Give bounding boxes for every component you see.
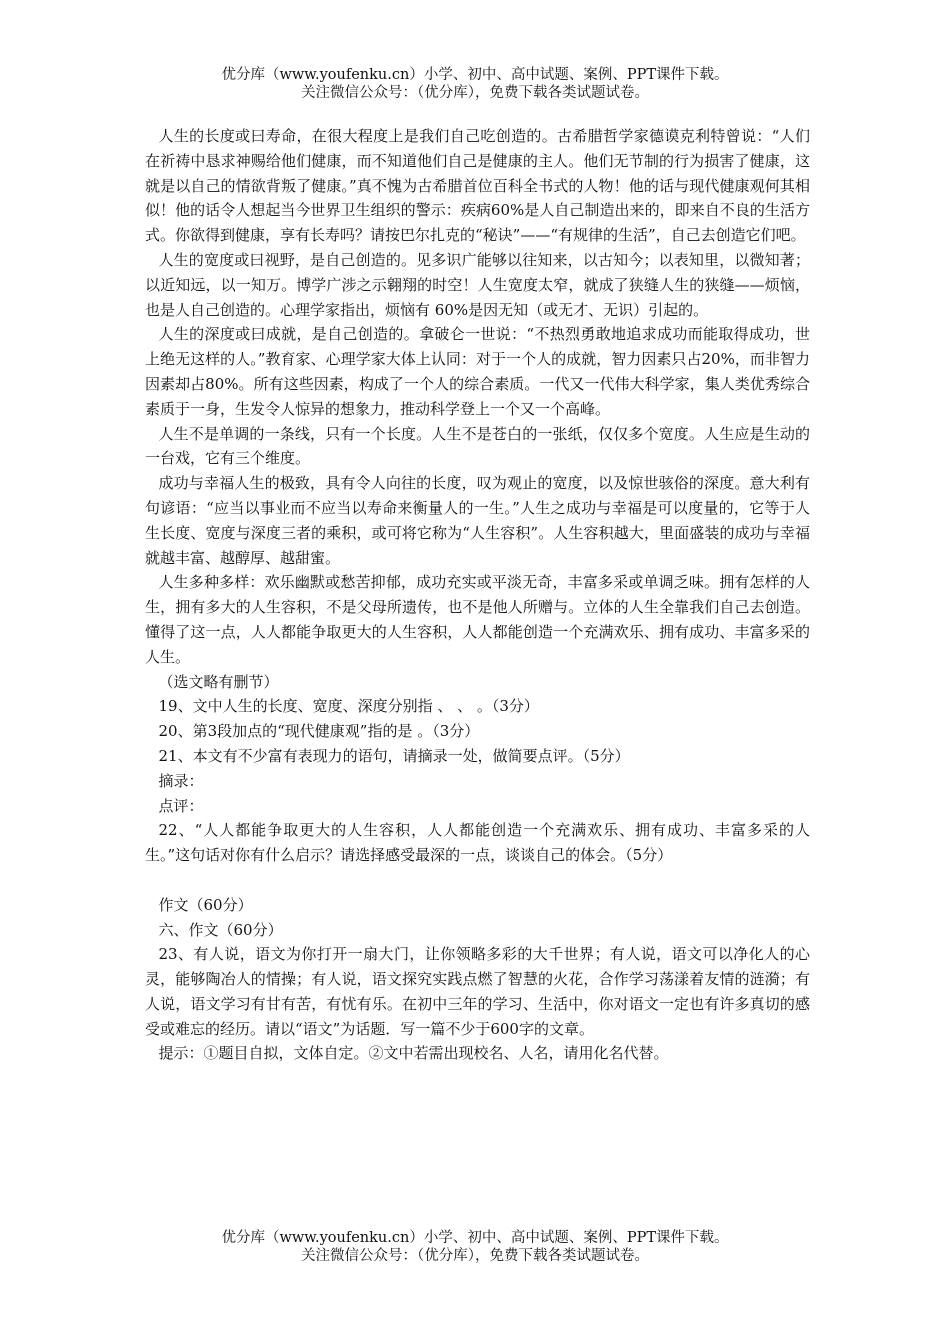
paragraph-1: 人生的长度或曰寿命，在很大程度上是我们自己吃创造的。古希腊哲学家德谟克利特曾说：“人们在祈祷中恳求神赐给他们健康，而不知道他们自己是健康的主人。他们无节制的行为损害了健康，这就是以自己的情欲背叛了健康。”真不愧为古希腊首位百科全书式的人物！他的话与现代健康观何其相似！他的话令人想起当今世界卫生组织的警示：疾病60%是人自己制造出来的，即来自不良的生活方式。你欲得到健康，享有长寿吗？请按巴尔扎克的“秘诀”——“有规律的生活”，自己去创造它们吧。 xyxy=(145,127,810,245)
question-22: 22、“人人都能争取更大的人生容积，人人都能创造一个充满欢乐、拥有成功、丰富多采的人生。”这句话对你有什么启示？请选择感受最深的一点，谈谈自己的体会。（5分） xyxy=(145,821,810,865)
essay-tip: 提示：①题目自拟，文体自定。②文中若需出现校名、人名，请用化名代替。 xyxy=(158,1044,669,1063)
section-6-heading: 六、作文（60分） xyxy=(158,920,283,939)
question-20: 20、第3段加点的“现代健康观”指的是 。（3分） xyxy=(158,722,480,741)
paragraph-3: 人生的深度或曰成就，是自己创造的。拿破仑一世说：“不热烈勇敢地追求成功而能取得成功，世上绝无这样的人。”教育家、心理学家大体上认同：对于一个人的成就，智力因素只占20%，而非智力因素却占80%。所有这些因素，构成了一个人的综合素质。一代又一代伟大科学家，集人类优秀综合素质于一身，生发令人惊异的想象力，推动科学登上一个又一个高峰。 xyxy=(145,325,810,418)
question-21: 21、本文有不少富有表现力的语句，请摘录一处，做简要点评。（5分） xyxy=(158,746,630,765)
question-19: 19、文中人生的长度、宽度、深度分别指 、 、 。（3分） xyxy=(158,697,539,716)
page-header xyxy=(0,66,950,102)
header-line-1: 优分库（www.youfenku.cn）小学、初中、高中试题、案例、PPT课件下载。 xyxy=(221,67,729,83)
blank-line xyxy=(145,868,810,893)
excerpt-label: 摘录： xyxy=(158,771,204,790)
question-23: 23、有人说，语文为你打开一扇大门，让你领略多彩的大千世界；有人说，语文可以净化人的心灵，能够陶冶人的情操；有人说，语文探究实践点燃了智慧的火花，合作学习荡漾着友情的涟漪；有人说，语文学习有甘有苦，有忧有乐。在初中三年的学习、生活中，你对语文一定也有许多真切的感受或难忘的经历。请以“语文”为话题．写一篇不少于600字的文章。 xyxy=(145,945,810,1038)
paragraph-5: 成功与幸福人生的极致，具有令人向往的长度，叹为观止的宽度，以及惊世骇俗的深度。意大利有句谚语：“应当以事业而不应当以寿命来衡量人的一生。”人生之成功与幸福是可以度量的，它等于人生长度、宽度与深度三者的乘积，或可将它称为“人生容积”。人生容积越大，里面盛装的成功与幸福就越丰富、越醇厚、越甜蜜。 xyxy=(145,474,810,567)
document-body xyxy=(145,124,810,1066)
footer-line-1: 优分库（www.youfenku.cn）小学、初中、高中试题、案例、PPT课件下载。 xyxy=(221,1230,729,1246)
paragraph-6: 人生多种多样：欢乐幽默或愁苦抑郁，成功充实或平淡无奇，丰富多采或单调乏味。拥有怎样的人生，拥有多大的人生容积，不是父母所遗传，也不是他人所赠与。立体的人生全靠我们自己去创造。懂得了这一点，人人都能争取更大的人生容积，人人都能创造一个充满欢乐、拥有成功、丰富多采的人生。 xyxy=(145,573,810,666)
essay-title: 作文（60分） xyxy=(158,895,253,914)
page-footer xyxy=(0,1229,950,1265)
footer-line-2: 关注微信公众号：（优分库），免费下载各类试题试卷。 xyxy=(301,1248,649,1264)
header-line-2: 关注微信公众号：（优分库），免费下载各类试题试卷。 xyxy=(301,85,649,101)
source-note: （选文略有删节） xyxy=(158,672,279,691)
comment-label: 点评： xyxy=(158,796,204,815)
paragraph-4: 人生不是单调的一条线，只有一个长度。人生不是苍白的一张纸，仅仅多个宽度。人生应是生动的一台戏，它有三个维度。 xyxy=(145,424,810,468)
paragraph-2: 人生的宽度或曰视野，是自己创造的。见多识广能够以往知来，以古知今；以表知里，以微知著；以近知远，以一知万。博学广涉之示翱翔的时空！人生宽度太窄，就成了狭缝人生的狭缝——烦恼，也是人自己创造的。心理学家指出，烦恼有 60%是因无知（或无才、无识）引起的。 xyxy=(145,250,810,319)
